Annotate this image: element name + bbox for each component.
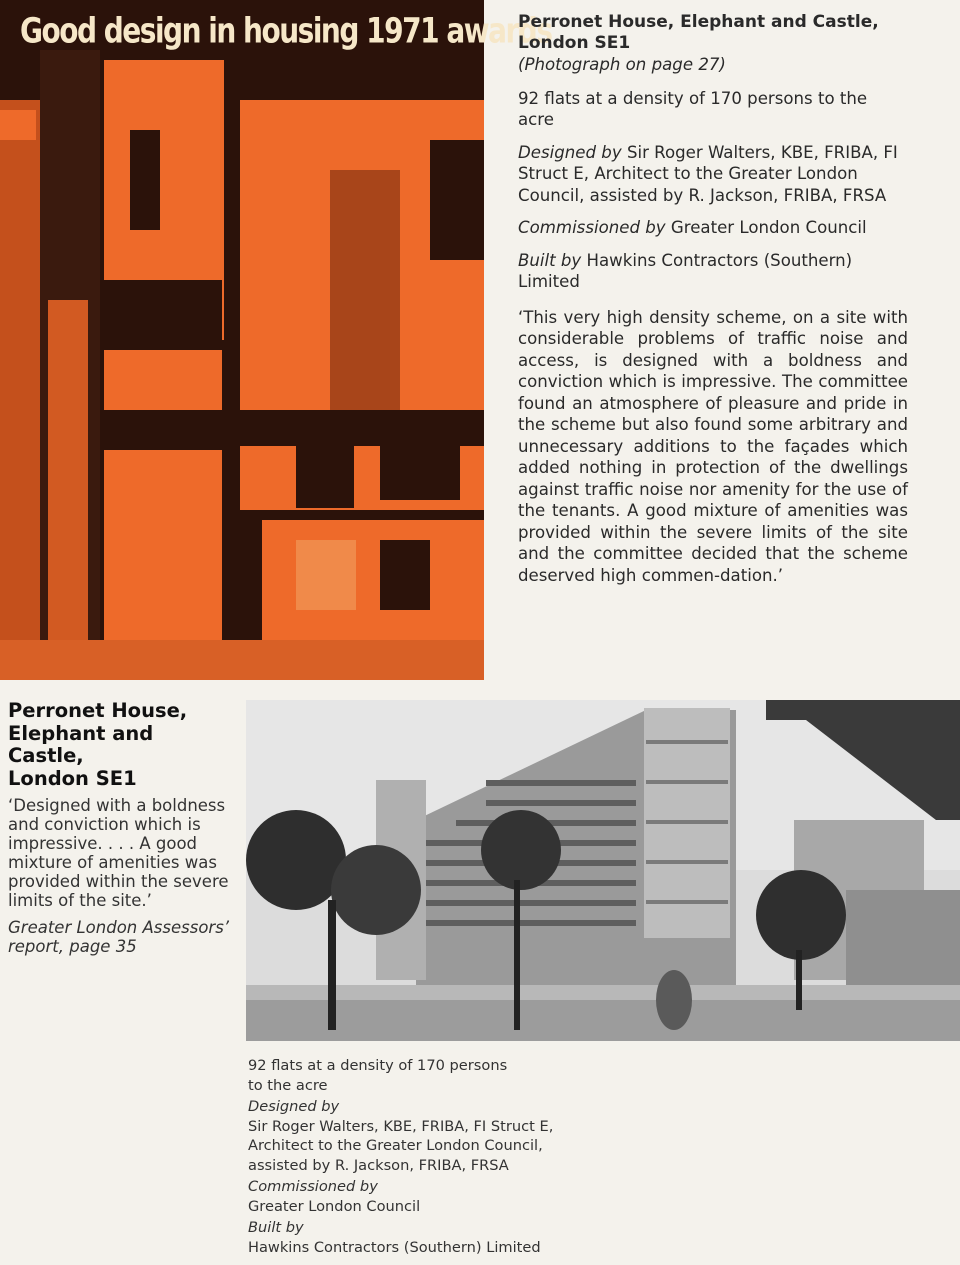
- sidebar-heading-line2: Elephant and: [8, 721, 154, 745]
- caption-built-value: Hawkins Contractors (Southern) Limited: [248, 1238, 541, 1256]
- entry-heading: [518, 12, 908, 54]
- building-photo: [246, 700, 960, 1041]
- entry-heading-line1: Perronet House, Elephant and Castle,: [518, 12, 879, 32]
- built-by-value: Hawkins Contractors (Southern) Limited: [518, 250, 853, 291]
- built-by: [518, 250, 908, 293]
- commissioned-by-label: Commissioned by: [518, 218, 666, 237]
- caption-commissioned-label: Commissioned by: [248, 1178, 378, 1195]
- award-entry-text: [518, 12, 908, 597]
- built-by-label: Built by: [518, 250, 582, 270]
- caption-flats-line1: 92 flats at a density of 170 persons: [248, 1057, 508, 1074]
- sidebar-source: Greater London Assessors’ report, page 35: [8, 918, 230, 956]
- caption-commissioned-value: Greater London Council: [248, 1197, 421, 1215]
- sidebar-summary: [8, 700, 230, 956]
- sidebar-heading-line4: London SE1: [8, 766, 137, 790]
- caption-designed-line3: assisted by R. Jackson, FRIBA, FRSA: [248, 1156, 509, 1174]
- caption-designed-line1: Sir Roger Walters, KBE, FRIBA, FI Struct E,: [248, 1117, 554, 1135]
- commissioned-by-value: Greater London Council: [665, 218, 867, 237]
- building-photo-illustration: [246, 700, 960, 1041]
- sidebar-heading: [8, 700, 230, 790]
- sidebar-quote: ‘Designed with a boldness and conviction which is impressive. . . . A good mixture of amenities was provided within the severe limits of the site.’: [8, 796, 229, 910]
- caption-designed-label: Designed by: [248, 1098, 340, 1115]
- caption-designed-line2: Architect to the Greater London Council,: [248, 1137, 543, 1154]
- caption-built-label: Built by: [248, 1219, 304, 1236]
- photo-caption: [248, 1056, 668, 1257]
- caption-flats-line2: to the acre: [248, 1076, 328, 1094]
- sidebar-heading-line3: Castle,: [8, 744, 84, 767]
- cover-title: Good design in housing 1971 awards: [20, 10, 552, 52]
- photo-reference: (Photograph on page 27): [518, 55, 726, 74]
- commissioned-by: [518, 217, 908, 239]
- designed-by: [518, 142, 908, 207]
- cover-illustration: [0, 0, 484, 680]
- designed-by-value: Sir Roger Walters, KBE, FRIBA, FI Struct E, Architect to the Greater London Council, assisted by R. Jackson, FRIBA, FRSA: [518, 142, 898, 205]
- committee-quote: ‘This very high density scheme, on a site with considerable problems of traffic noise and access, is designed with a boldness and conviction which is impressive. The committee found an atmosphere of pleasure and pride in the scheme but also found some arbitrary and unnecessary additions to the façades which added nothing in protection of the dwellings against traffic noise nor amenity for the use of the tenants. A good mixture of amenities was provided within the severe limits of the site and the committee decided that the scheme deserved high commen-dation.’: [518, 307, 908, 585]
- entry-heading-line2: London SE1: [518, 33, 631, 53]
- designed-by-label: Designed by: [518, 142, 622, 162]
- sidebar-heading-line1: Perronet House,: [8, 699, 188, 722]
- flats-density: 92 flats at a density of 170 persons to the acre: [518, 88, 868, 129]
